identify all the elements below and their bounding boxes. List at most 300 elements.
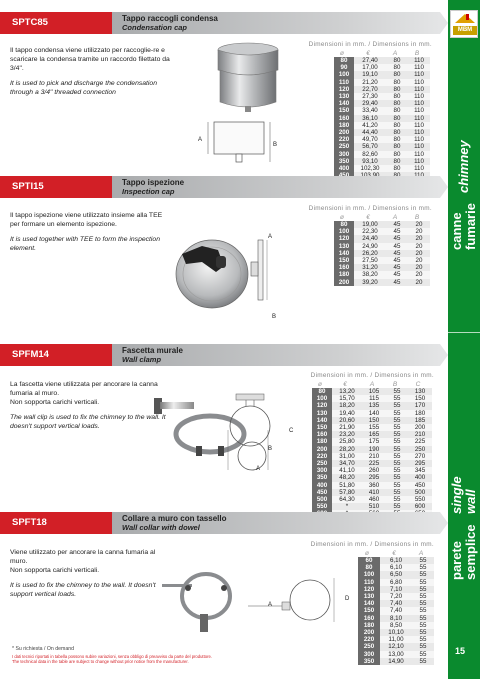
table-cell: 55 <box>386 388 408 395</box>
table-cell: 82,60 <box>354 151 386 158</box>
column-header: € <box>343 381 347 388</box>
table-cell: 25,80 <box>332 438 362 445</box>
table-column-headers <box>298 381 434 388</box>
table-cell: 48,20 <box>332 474 362 481</box>
table-cell: 225 <box>408 438 432 445</box>
table-cell: 28,20 <box>332 446 362 453</box>
table-cell: 55 <box>386 460 408 467</box>
table-cell: 110 <box>408 64 430 71</box>
table-row <box>312 467 432 474</box>
table-cell: 6,80 <box>380 579 412 586</box>
category-label-en: chimney <box>456 140 471 193</box>
table-cell: 80 <box>386 136 408 143</box>
product-title-en: Wall clamp <box>122 355 162 364</box>
dimension-a-label: A <box>256 466 261 472</box>
table-cell: 110 <box>408 143 430 150</box>
diameter-cell: 110 <box>358 579 380 586</box>
table-cell: 20 <box>408 271 430 278</box>
sidebar-divider <box>448 332 480 333</box>
table-cell: 19,00 <box>354 221 386 228</box>
table-cell: 45 <box>386 221 408 228</box>
diameter-cell: 350 <box>358 658 380 665</box>
table-row <box>312 410 432 417</box>
table-row <box>334 271 430 278</box>
table-cell: 55 <box>412 636 434 643</box>
diameter-cell: 220 <box>358 636 380 643</box>
logo-chimney-shape <box>466 14 469 20</box>
table-cell: 45 <box>386 235 408 242</box>
table-cell: 45 <box>386 243 408 250</box>
table-row <box>334 235 430 242</box>
disclaimer-it: I dati tecnici riportati in tabella possono subire variazioni, senza obbligo di preavviso da parte del produttore. <box>12 654 212 659</box>
dimension-a-label: A <box>198 137 203 143</box>
table-cell: 18,20 <box>332 402 362 409</box>
column-header: A <box>392 214 398 221</box>
table-cell: 80 <box>386 129 408 136</box>
table-cell: 225 <box>362 460 386 467</box>
table-cell: 360 <box>362 482 386 489</box>
table-cell: 49,70 <box>354 136 386 143</box>
table-row <box>312 446 432 453</box>
table-row <box>312 503 432 510</box>
column-header: B <box>392 381 398 388</box>
product-code: SPTC85 <box>0 12 112 34</box>
diameter-cell: 500 <box>312 496 332 503</box>
diameter-cell: 350 <box>312 474 332 481</box>
product-description <box>10 46 170 103</box>
table-cell: 80 <box>386 165 408 172</box>
description-it: Viene utilizzato per ancorare la canna fumaria al muro. <box>10 549 156 565</box>
diameter-cell: 80 <box>312 388 332 395</box>
table-cell: 45 <box>386 257 408 264</box>
table-cell: 27,50 <box>354 257 386 264</box>
table-cell: 110 <box>408 122 430 129</box>
table-cell: 210 <box>408 431 432 438</box>
table-cell: 80 <box>386 86 408 93</box>
table-cell: 105 <box>362 388 386 395</box>
column-header: A <box>392 50 398 57</box>
table-cell: 102,30 <box>354 165 386 172</box>
table-cell: 10,10 <box>380 629 412 636</box>
table-cell: 165 <box>362 431 386 438</box>
table-cell: 20 <box>408 257 430 264</box>
diameter-cell: 300 <box>334 151 354 158</box>
table-cell: 7,40 <box>380 600 412 607</box>
table-row <box>334 57 430 64</box>
diameter-cell: 80 <box>334 221 354 228</box>
category-label-it: parete semplice <box>449 524 478 580</box>
category-label-en: single wall <box>449 476 478 514</box>
diameter-cell: 200 <box>334 129 354 136</box>
table-cell: 250 <box>408 446 432 453</box>
table-cell: 55 <box>412 600 434 607</box>
table-cell: 44,40 <box>354 129 386 136</box>
table-cell: 55 <box>412 571 434 578</box>
table-cell: 180 <box>408 410 432 417</box>
table-cell: 6,50 <box>380 571 412 578</box>
diameter-cell: 140 <box>334 250 354 257</box>
product-title-it: Tappo ispezione <box>122 178 185 187</box>
table-cell: 140 <box>362 410 386 417</box>
column-header: ø <box>340 214 344 221</box>
table-cell: 200 <box>408 424 432 431</box>
table-row <box>358 643 434 650</box>
product-code: SPFT18 <box>0 512 112 534</box>
description-en: The wall clip is used to fix the chimney to the wall. It doesn't support vertical loads. <box>10 414 166 430</box>
table-cell: 450 <box>408 482 432 489</box>
table-row <box>358 622 434 629</box>
table-row <box>334 115 430 122</box>
table-cell: 175 <box>362 438 386 445</box>
table-cell: 55 <box>386 453 408 460</box>
table-column-headers <box>298 550 434 557</box>
table-cell: 55 <box>386 417 408 424</box>
table-cell: 110 <box>408 93 430 100</box>
table-cell: 20 <box>408 235 430 242</box>
table-cell: 55 <box>412 615 434 622</box>
table-row <box>334 79 430 86</box>
table-cell: 80 <box>386 151 408 158</box>
inspection-cap-illustration <box>172 226 282 316</box>
table-cell: 34,70 <box>332 460 362 467</box>
description-en: It is used together with TEE to form the inspection element. <box>10 236 160 252</box>
diameter-cell: 90 <box>334 64 354 71</box>
table-column-headers <box>300 214 432 221</box>
column-header: ø <box>318 381 322 388</box>
table-row <box>358 600 434 607</box>
condensation-cap-illustration <box>198 40 298 170</box>
diameter-cell: 150 <box>358 607 380 614</box>
column-header: ø <box>365 550 369 557</box>
table-row <box>334 129 430 136</box>
product-title-it: Tappo raccogli condensa <box>122 14 218 23</box>
table-cell: 80 <box>386 107 408 114</box>
table-cell: 110 <box>408 136 430 143</box>
table-cell: 55 <box>386 395 408 402</box>
table-cell: 55 <box>386 496 408 503</box>
table-cell: 31,20 <box>354 264 386 271</box>
table-cell: 19,40 <box>332 410 362 417</box>
table-cell: 55 <box>386 424 408 431</box>
page-number: 15 <box>455 646 466 656</box>
table-cell: 190 <box>362 446 386 453</box>
table-row <box>334 221 430 228</box>
table-cell: 410 <box>362 489 386 496</box>
diameter-cell: 160 <box>358 615 380 622</box>
table-cell: 13,20 <box>332 388 362 395</box>
product-title-en: Condensation cap <box>122 23 188 32</box>
product-title-bar <box>112 12 440 34</box>
category-label-single-wall <box>448 470 480 580</box>
table-cell: 14,90 <box>380 658 412 665</box>
table-row <box>334 136 430 143</box>
column-header: ø <box>340 50 344 57</box>
description-en: It is used to fix the chimney to the wall. It doesn't support vertical loads. <box>10 582 156 598</box>
table-cell: 55 <box>412 586 434 593</box>
product-header-spfm14 <box>0 344 440 366</box>
diameter-cell: 250 <box>358 643 380 650</box>
table-cell: 33,40 <box>354 107 386 114</box>
table-cell: 55 <box>412 643 434 650</box>
table-cell: 8,10 <box>380 615 412 622</box>
table-cell: 64,30 <box>332 496 362 503</box>
table-cell: 170 <box>408 402 432 409</box>
table-cell: 38,20 <box>354 271 386 278</box>
table-cell: 55 <box>386 402 408 409</box>
table-row <box>312 474 432 481</box>
table-cell: 20 <box>408 228 430 235</box>
column-header: € <box>366 50 370 57</box>
table-row <box>312 388 432 395</box>
table-row <box>358 658 434 665</box>
table-cell: 185 <box>408 417 432 424</box>
diameter-cell: 80 <box>334 57 354 64</box>
disclaimer <box>12 654 352 664</box>
table-row <box>358 615 434 622</box>
table-cell: 12,10 <box>380 643 412 650</box>
column-header: C <box>415 381 421 388</box>
table-row <box>312 424 432 431</box>
diameter-cell: 140 <box>358 600 380 607</box>
column-header: A <box>418 550 424 557</box>
dimension-b-label: B <box>268 446 273 452</box>
diameter-cell: 180 <box>334 122 354 129</box>
table-column-headers <box>300 50 432 57</box>
diameter-cell: 160 <box>334 264 354 271</box>
table-cell: 210 <box>362 453 386 460</box>
table-cell: 295 <box>362 474 386 481</box>
table-cell: 57,80 <box>332 489 362 496</box>
product-code: SPFM14 <box>0 344 112 366</box>
table-cell: 6,10 <box>380 557 412 564</box>
table-row <box>358 593 434 600</box>
table-cell: 55 <box>386 438 408 445</box>
table-cell: 55 <box>386 474 408 481</box>
table-cell: 45 <box>386 250 408 257</box>
table-cell: 80 <box>386 64 408 71</box>
diameter-cell: 400 <box>312 482 332 489</box>
table-cell: 55 <box>386 467 408 474</box>
product-title-bar <box>112 512 440 534</box>
table-cell: 110 <box>408 115 430 122</box>
table-cell: 41,20 <box>354 122 386 129</box>
product-title-bar <box>112 344 440 366</box>
table-row <box>312 417 432 424</box>
column-header: € <box>392 550 396 557</box>
table-row <box>312 453 432 460</box>
category-label-chimney <box>448 140 480 250</box>
table-cell: 55 <box>412 651 434 658</box>
diameter-cell: 120 <box>312 402 332 409</box>
table-cell: 80 <box>386 57 408 64</box>
dimension-a-label: A <box>268 602 273 608</box>
logo-text: MBM <box>453 26 477 35</box>
logo-roof-shape <box>455 14 475 23</box>
table-cell: 6,10 <box>380 564 412 571</box>
diameter-cell: 120 <box>334 235 354 242</box>
diameter-cell: 180 <box>358 622 380 629</box>
diameter-cell: 130 <box>334 93 354 100</box>
table-cell: 55 <box>412 564 434 571</box>
table-cell: 110 <box>408 86 430 93</box>
table-row <box>312 489 432 496</box>
table-cell: 110 <box>408 100 430 107</box>
table-cell: 80 <box>386 115 408 122</box>
table-row <box>358 579 434 586</box>
diameter-cell: 180 <box>312 438 332 445</box>
table-cell: 150 <box>408 395 432 402</box>
diameter-cell: 450 <box>312 489 332 496</box>
table-cell: 110 <box>408 107 430 114</box>
table-cell: 260 <box>362 467 386 474</box>
product-description <box>10 211 170 259</box>
description-it: Non sopporta carichi verticali. <box>10 399 100 406</box>
dimension-a-label: A <box>268 234 273 240</box>
column-header: A <box>369 381 375 388</box>
table-cell: 26,20 <box>354 250 386 257</box>
table-row <box>312 431 432 438</box>
diameter-cell: 160 <box>312 431 332 438</box>
table-row <box>358 629 434 636</box>
table-row <box>312 402 432 409</box>
table-cell: 15,70 <box>332 395 362 402</box>
table-cell: 21,90 <box>332 424 362 431</box>
diameter-cell: 400 <box>334 165 354 172</box>
product-title-bar <box>112 176 440 198</box>
table-cell: 20 <box>408 279 430 286</box>
table-cell: 270 <box>408 453 432 460</box>
diameter-cell: 60 <box>358 557 380 564</box>
diameter-cell: 200 <box>358 629 380 636</box>
table-row <box>358 557 434 564</box>
diameter-cell: 120 <box>358 586 380 593</box>
table-row <box>312 496 432 503</box>
diameter-cell: 180 <box>334 271 354 278</box>
table-row <box>312 395 432 402</box>
category-label-it: canne fumarie <box>449 203 478 250</box>
column-header: B <box>414 50 420 57</box>
table-header: Dimensioni in mm. / Dimensions in mm. <box>310 372 434 379</box>
table-cell: 55 <box>412 579 434 586</box>
table-cell: 55 <box>412 658 434 665</box>
table-cell: 345 <box>408 467 432 474</box>
table-cell: 22,30 <box>354 228 386 235</box>
column-header: B <box>414 214 420 221</box>
table-cell: 7,20 <box>380 593 412 600</box>
table-row <box>334 250 430 257</box>
table-row <box>334 107 430 114</box>
table-cell: 55 <box>412 607 434 614</box>
table-cell: 51,80 <box>332 482 362 489</box>
table-cell: 135 <box>362 402 386 409</box>
table-cell: * <box>332 503 362 510</box>
table-cell: 80 <box>386 79 408 86</box>
product-title-it: Fascetta murale <box>122 346 183 355</box>
table-row <box>358 651 434 658</box>
table-cell: 80 <box>386 122 408 129</box>
description-it: La fascetta viene utilizzata per ancorare la canna fumaria al muro. <box>10 381 158 397</box>
table-cell: 29,40 <box>354 100 386 107</box>
table-row <box>358 564 434 571</box>
product-title-it: Collare a muro con tassello <box>122 514 227 523</box>
table-cell: 39,20 <box>354 279 386 286</box>
dimension-d-label: D <box>345 596 350 602</box>
description-it: Il tappo condensa viene utilizzato per raccoglie-re e scaricare la condensa tramite un raccordo filettato da 3/4". <box>10 47 170 72</box>
description-en: It is used to pick and discharge the condensation through a 3/4" threaded connection <box>10 80 157 96</box>
diameter-cell: 250 <box>312 460 332 467</box>
diameter-cell: 130 <box>334 243 354 250</box>
diameter-cell: 150 <box>334 107 354 114</box>
table-row <box>334 143 430 150</box>
table-cell: 7,10 <box>380 586 412 593</box>
table-body <box>358 557 434 665</box>
diameter-cell: 250 <box>334 143 354 150</box>
table-row <box>334 165 430 172</box>
diameter-cell: 110 <box>334 79 354 86</box>
wall-clamp-illustration <box>148 390 300 475</box>
table-cell: 55 <box>412 557 434 564</box>
product-description <box>10 548 160 605</box>
table-cell: 41,10 <box>332 467 362 474</box>
disclaimer-en: The technical data in the table are subject to change without prior notice from the manufacturer. <box>12 659 189 665</box>
table-row <box>334 151 430 158</box>
diameter-cell: 100 <box>334 71 354 78</box>
table-row <box>334 228 430 235</box>
table-header: Dimensioni in mm. / Dimensions in mm. <box>308 205 432 212</box>
diameter-cell: 350 <box>334 158 354 165</box>
table-cell: 45 <box>386 279 408 286</box>
dimension-b-label: B <box>272 314 277 320</box>
table-cell: 110 <box>408 129 430 136</box>
table-row <box>358 607 434 614</box>
column-header: € <box>366 214 370 221</box>
table-cell: 80 <box>386 93 408 100</box>
table-cell: 55 <box>412 593 434 600</box>
table-cell: 510 <box>362 503 386 510</box>
diameter-cell: 130 <box>358 593 380 600</box>
table-body <box>334 221 430 286</box>
table-cell: 24,90 <box>354 243 386 250</box>
table-row <box>334 264 430 271</box>
product-code: SPTI15 <box>0 176 112 198</box>
table-cell: 20,60 <box>332 417 362 424</box>
dimension-table-sptc85 <box>300 41 432 194</box>
diameter-cell: 300 <box>312 467 332 474</box>
table-cell: 110 <box>408 158 430 165</box>
table-cell: 56,70 <box>354 143 386 150</box>
table-cell: 55 <box>386 431 408 438</box>
table-cell: 80 <box>386 158 408 165</box>
dimension-table-spti15 <box>300 205 432 286</box>
table-cell: 80 <box>386 143 408 150</box>
diameter-cell: 150 <box>334 257 354 264</box>
diameter-cell: 130 <box>312 410 332 417</box>
table-cell: 20 <box>408 264 430 271</box>
diameter-cell: 200 <box>312 446 332 453</box>
table-cell: 55 <box>386 503 408 510</box>
diameter-cell: 80 <box>358 564 380 571</box>
table-row <box>334 86 430 93</box>
dimension-table-spft18 <box>298 541 434 665</box>
diameter-cell: 100 <box>334 228 354 235</box>
diameter-cell: 220 <box>312 453 332 460</box>
table-cell: 27,30 <box>354 93 386 100</box>
table-cell: 55 <box>386 446 408 453</box>
table-cell: 7,40 <box>380 607 412 614</box>
footnote-on-demand: * Su richiesta / On demand <box>12 646 74 652</box>
table-cell: 55 <box>386 410 408 417</box>
table-row <box>312 438 432 445</box>
